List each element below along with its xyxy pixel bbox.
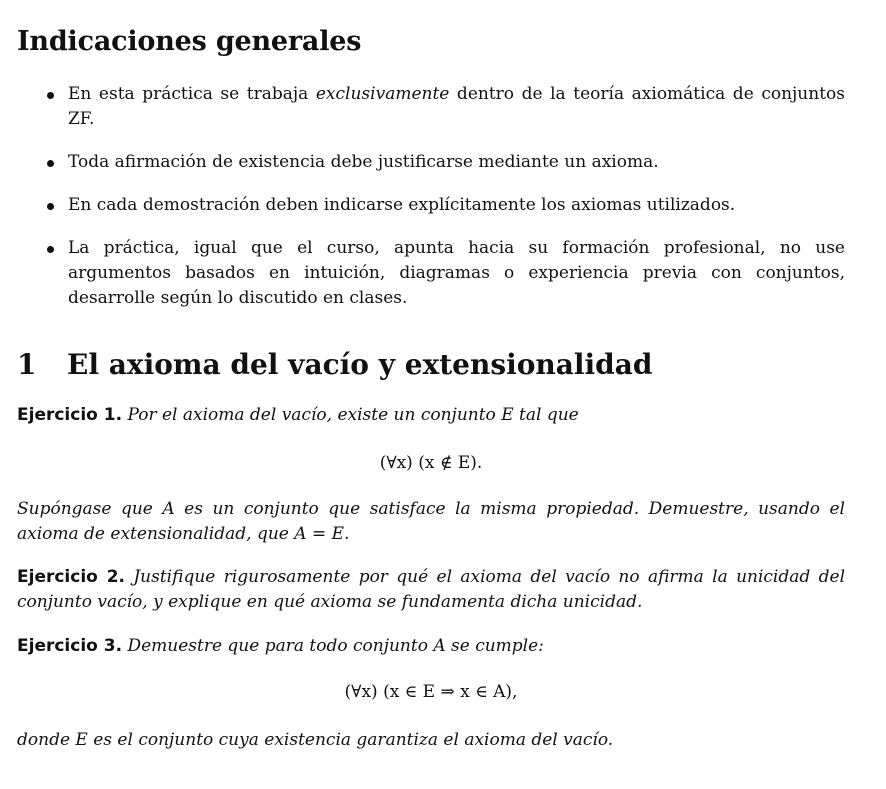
exercise-2 bbox=[17, 565, 845, 615]
general-instructions-list bbox=[17, 82, 845, 311]
exercise-label: Ejercicio 2. bbox=[17, 567, 125, 587]
exercise-1-followup: Supóngase que A es un conjunto que satisface la misma propiedad. Demuestre, usando el axioma de extensionalidad, que A = E. bbox=[17, 499, 845, 544]
general-instructions-heading: Indicaciones generales bbox=[17, 26, 362, 57]
exercise-label: Ejercicio 1. bbox=[17, 405, 123, 425]
section-title: El axioma del vacío y extensionalidad bbox=[67, 348, 653, 381]
section-heading bbox=[17, 348, 652, 381]
list-item: La práctica, igual que el curso, apunta hacia su formación profesional, no use argumentos basados en intuición, diagramas o experiencia previa con conjuntos, desarrolle según lo discutido en clases. bbox=[17, 236, 845, 311]
bullet-icon bbox=[47, 246, 54, 253]
exercise-3 bbox=[17, 634, 845, 659]
list-item: Toda afirmación de existencia debe justificarse mediante un axioma. bbox=[17, 150, 845, 175]
exercise-statement: Por el axioma del vacío, existe un conjunto E tal que bbox=[127, 405, 579, 425]
exercise-3-followup: donde E es el conjunto cuya existencia garantiza el axioma del vacío. bbox=[17, 730, 614, 750]
exercise-3-equation: (∀x) (x ∈ E ⇒ x ∈ A), bbox=[344, 682, 518, 702]
bullet-icon bbox=[47, 203, 54, 210]
list-item: En cada demostración deben indicarse explícitamente los axiomas utilizados. bbox=[17, 193, 845, 218]
exercise-1-equation: (∀x) (x ∉ E). bbox=[379, 453, 483, 473]
list-item: En esta práctica se trabaja exclusivamente dentro de la teoría axiomática de conjuntos ZF. bbox=[17, 82, 845, 132]
exercise-statement: Justifique rigurosamente por qué el axioma del vacío no afirma la unicidad del conjunto vacío, y explique en qué axioma se fundamenta dicha unicidad. bbox=[17, 567, 846, 612]
exercise-statement: Demuestre que para todo conjunto A se cumple: bbox=[127, 636, 544, 656]
exercise-label: Ejercicio 3. bbox=[17, 636, 123, 656]
bullet-icon bbox=[47, 160, 54, 167]
exercise-1 bbox=[17, 403, 845, 428]
section-number: 1 bbox=[17, 348, 37, 381]
bullet-icon bbox=[47, 92, 54, 99]
emphasis-text: exclusivamente bbox=[315, 84, 450, 104]
